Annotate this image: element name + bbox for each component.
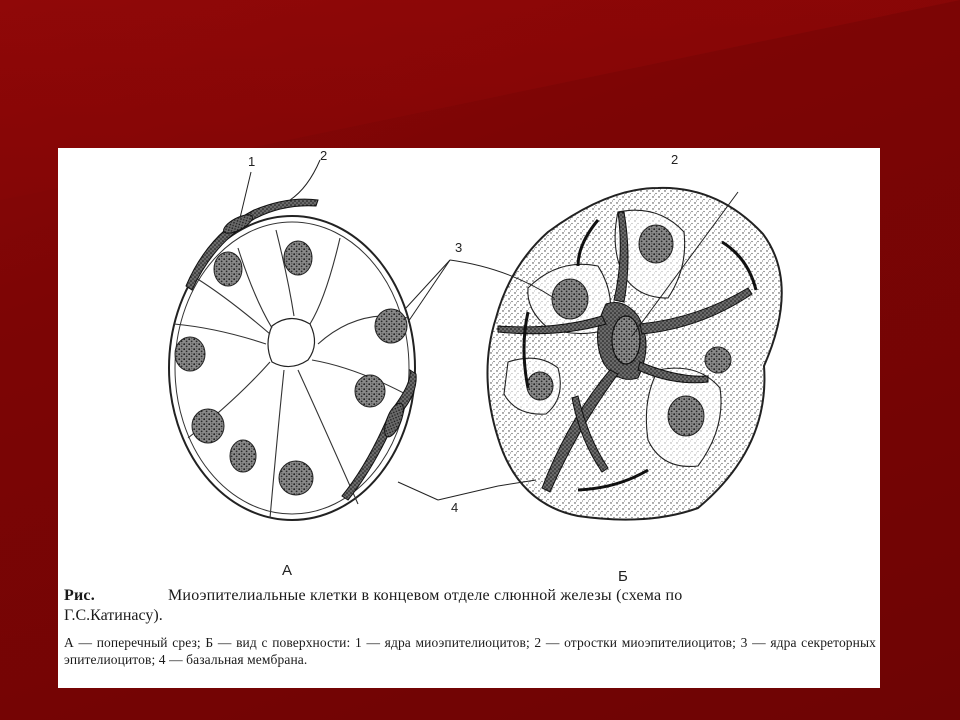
callout-label-4: 4 <box>451 500 459 515</box>
secretory-nucleus <box>705 347 731 373</box>
caption-prefix: Рис. <box>64 587 95 604</box>
myoepithelial-nucleus <box>612 316 640 364</box>
secretory-nucleus <box>527 372 553 400</box>
caption-title-line1 <box>64 586 876 606</box>
panel-a-cross-section <box>169 160 498 520</box>
panel-a-label: А <box>282 562 293 579</box>
secretory-nucleus <box>639 225 673 263</box>
figure-illustration <box>58 148 880 584</box>
figure-caption <box>64 586 876 668</box>
panel-b-label: Б <box>618 568 628 585</box>
caption-title-line2: Г.С.Катинасу). <box>64 607 163 624</box>
secretory-nucleus <box>279 461 313 495</box>
caption-title: Миоэпителиальные клетки в концевом отделе слюнной железы (схема по <box>168 587 683 604</box>
secretory-nucleus <box>175 337 205 371</box>
secretory-nucleus <box>214 252 242 286</box>
callout-label-2-b: 2 <box>671 152 679 167</box>
callout-label-2: 2 <box>320 148 328 163</box>
caption-legend: А — поперечный срез; Б — вид с поверхности: 1 — ядра миоэпителиоцитов; 2 — отростки миоэпителиоцитов; 3 — ядра секреторных эпителиоцитов; 4 — базальная мембрана. <box>64 635 876 667</box>
secretory-nucleus <box>355 375 385 407</box>
secretory-nucleus <box>668 396 704 436</box>
secretory-nucleus <box>192 409 224 443</box>
secretory-nucleus <box>552 279 588 319</box>
callout-label-1: 1 <box>248 154 256 169</box>
figure-panel <box>58 148 880 688</box>
panel-b-surface-view <box>450 188 782 520</box>
secretory-nucleus <box>230 440 256 472</box>
secretory-nucleus <box>375 309 407 343</box>
callout-label-3: 3 <box>455 240 463 255</box>
lumen <box>268 318 315 366</box>
secretory-nucleus <box>284 241 312 275</box>
